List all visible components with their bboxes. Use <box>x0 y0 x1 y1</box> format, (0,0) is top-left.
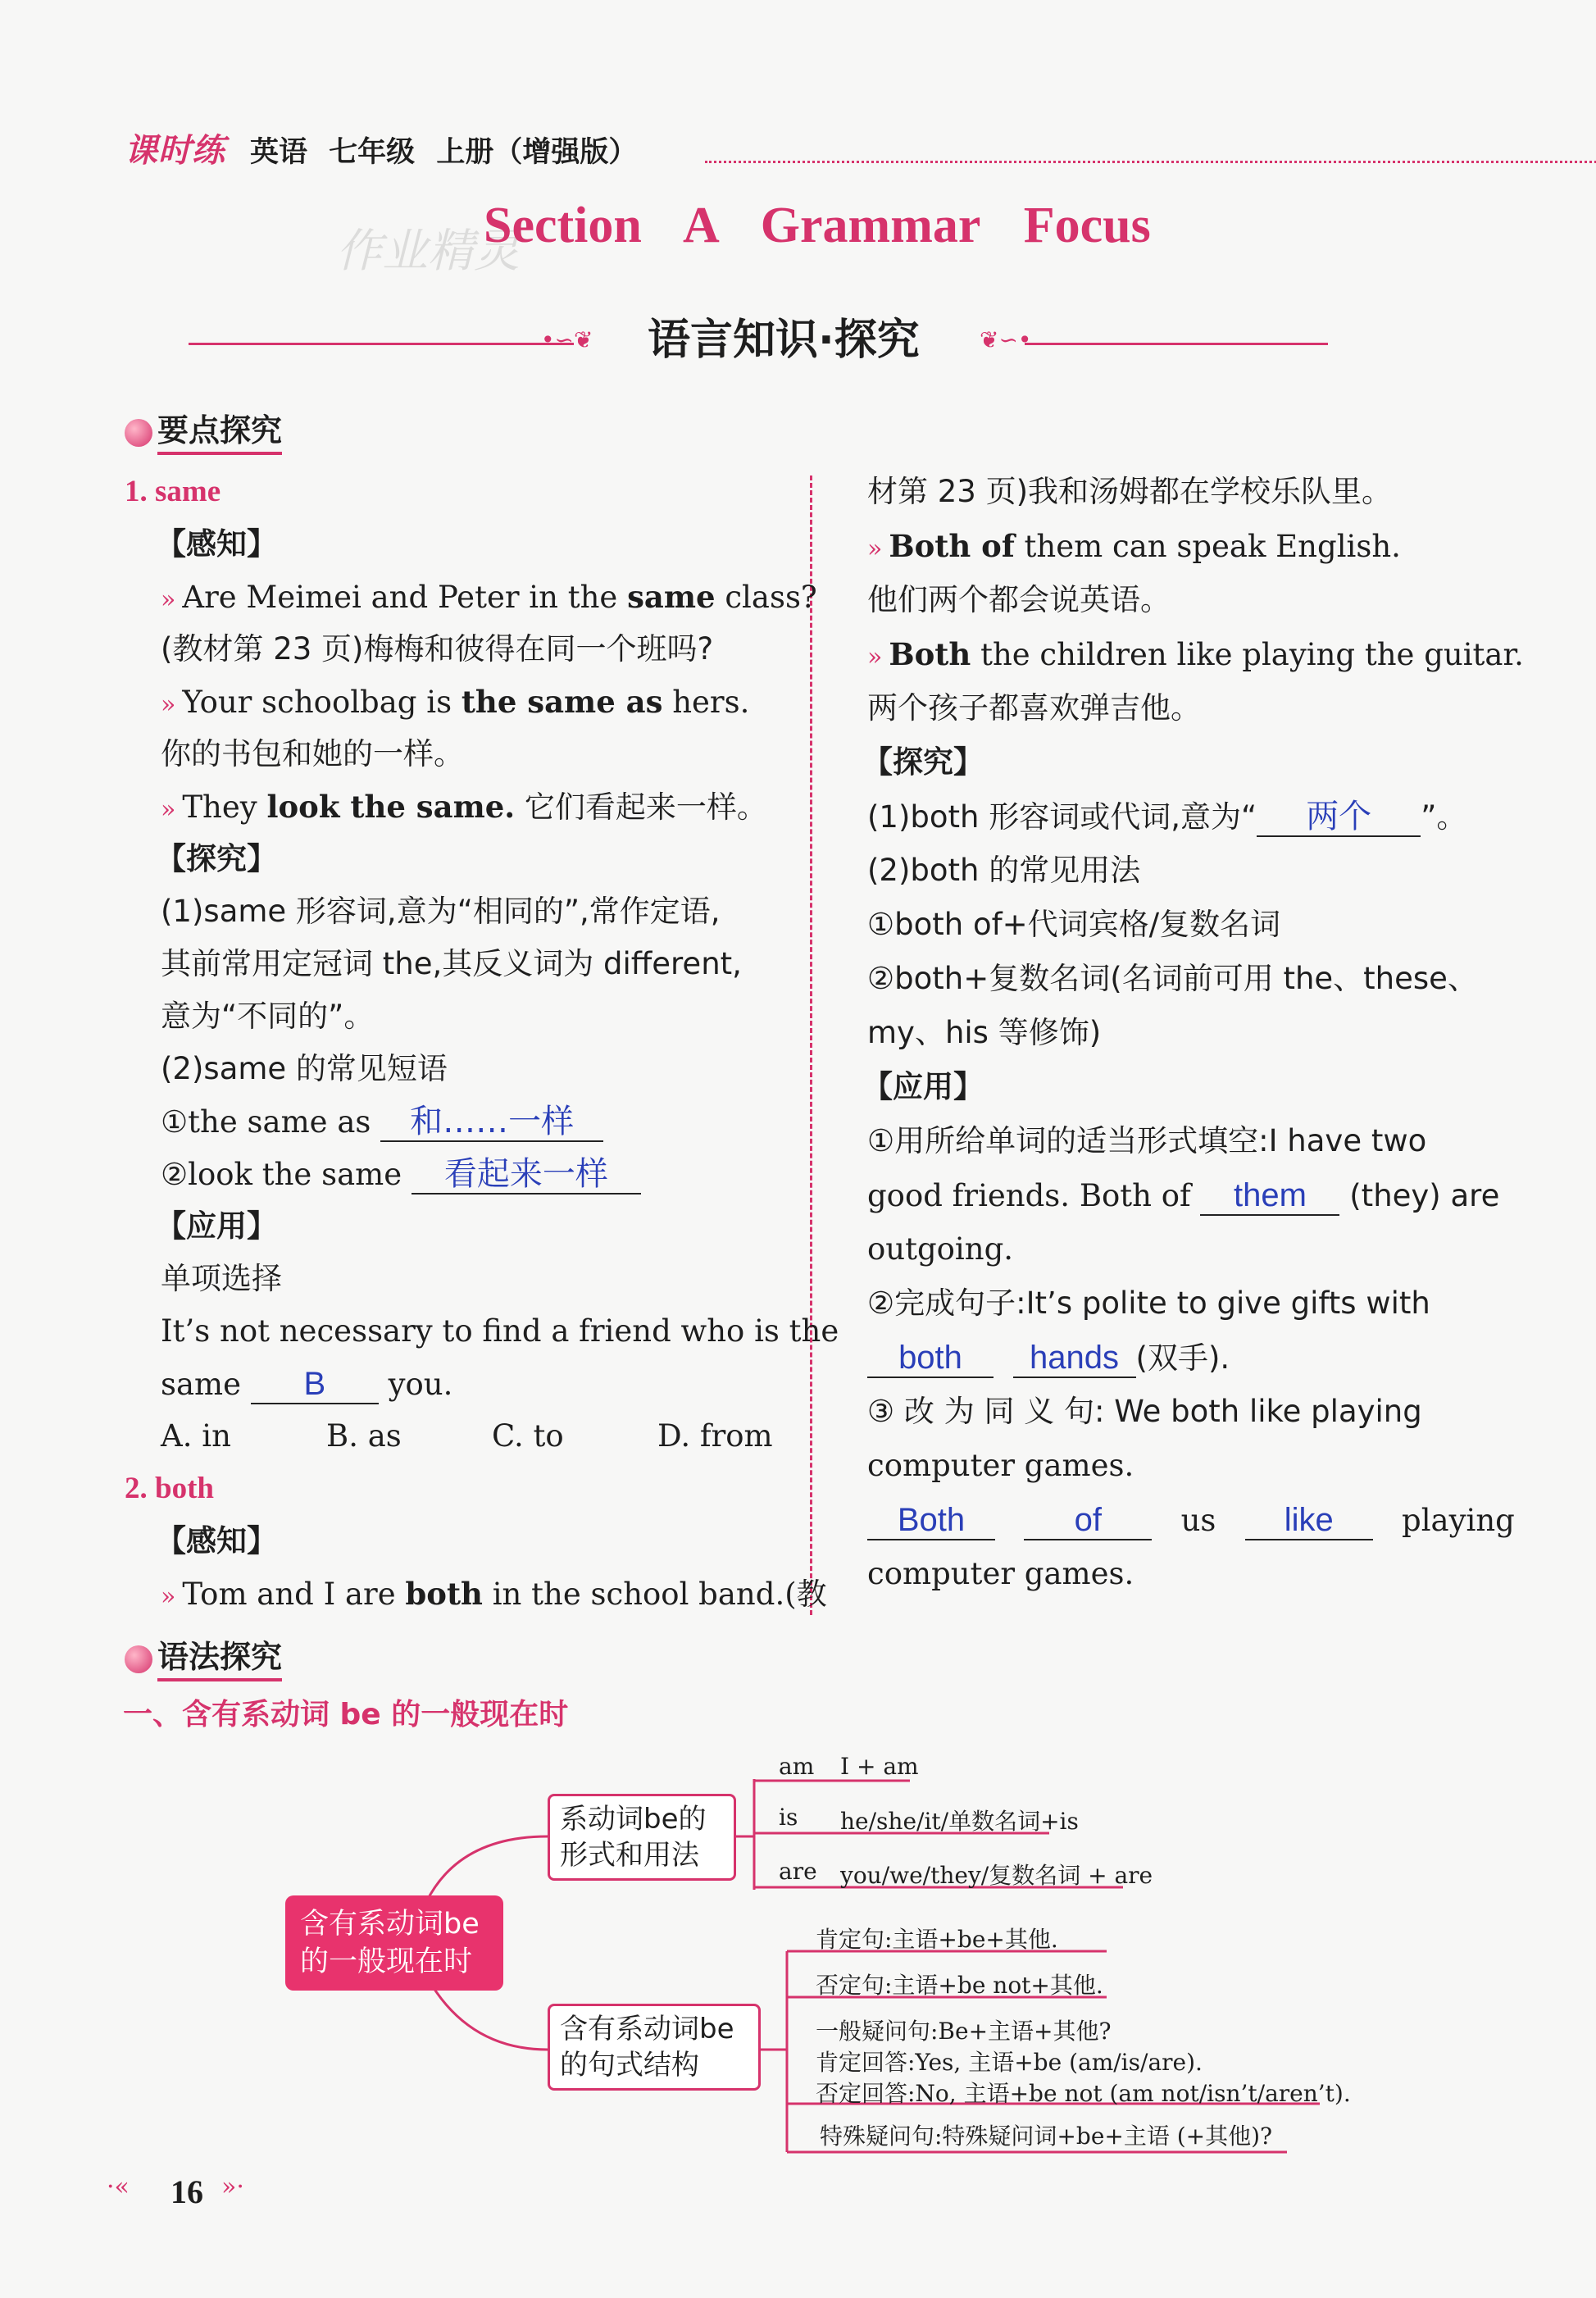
page-title: Section A Grammar Focus <box>484 198 1151 253</box>
explanation-text: (1)both 形容词或代词,意为“ 两个 ”。 <box>867 799 1466 837</box>
mindmap-center: 含有系动词be的一般现在时 <box>285 1895 503 1991</box>
option-a[interactable]: A. in <box>161 1418 231 1454</box>
mindmap-branch-forms: 系动词be的形式和用法 <box>548 1794 736 1881</box>
grammar-subtitle: 一、含有系动词 be 的一般现在时 <box>123 1698 569 1731</box>
answer-blank[interactable]: like <box>1245 1502 1373 1540</box>
example-sentence: » Tom and I are both in the school band.(教 <box>161 1576 827 1612</box>
banner-title: 语言知识·探究 <box>648 316 920 365</box>
question-text: It’s not necessary to find a friend who is the <box>161 1313 839 1349</box>
ornament-left-icon: •∽❦ <box>541 326 593 353</box>
form-am-label: am <box>779 1753 815 1780</box>
exercise-text: ①用所给单词的适当形式填空:I have two <box>867 1123 1427 1158</box>
explanation-text: (2)same 的常见短语 <box>161 1051 448 1086</box>
ganzhi-label: 【感知】 <box>156 1523 277 1559</box>
explanation-text: 意为“不同的”。 <box>161 999 375 1034</box>
question-text: same B you. <box>161 1366 452 1404</box>
example-sentence: » Both the children like playing the guitar. <box>867 636 1524 672</box>
explanation-text: (1)same 形容词,意为“相同的”,常作定语, <box>161 894 721 929</box>
structure-wh-question: 特殊疑问句:特殊疑问词+be+主语 (+其他)? <box>820 2123 1273 2150</box>
answer-blank[interactable]: Both <box>867 1502 995 1540</box>
yingyong-label: 【应用】 <box>156 1208 277 1244</box>
example-sentence: » Your schoolbag is the same as hers. <box>161 684 750 720</box>
exercise-text: computer games. <box>867 1448 1134 1483</box>
exercise-text: outgoing. <box>867 1231 1014 1267</box>
structure-question: 一般疑问句:Be+主语+其他? <box>816 2018 1112 2045</box>
form-are-text: you/we/they/复数名词 + are <box>840 1862 1153 1889</box>
example-translation: 你的书包和她的一样。 <box>161 736 464 771</box>
item2-title: 2. both <box>125 1472 214 1505</box>
answer-blank[interactable]: 和……一样 <box>380 1103 603 1142</box>
brand-logo: 课时练 <box>125 132 225 170</box>
mindmap-branch-structures: 含有系动词be的句式结构 <box>548 2004 761 2091</box>
example-sentence: » They look the same. 它们看起来一样。 <box>161 789 767 825</box>
structure-positive: 肯定句:主语+be+其他. <box>816 1926 1058 1953</box>
answer-blank[interactable]: 两个 <box>1257 799 1421 837</box>
answer-blank[interactable]: 看起来一样 <box>412 1156 641 1195</box>
ornament-right-icon: ❦∽• <box>980 326 1032 353</box>
phrase-item: ①the same as 和……一样 <box>161 1103 603 1142</box>
arrow-icon: » <box>161 1582 176 1611</box>
page-ornament-right-icon: »· <box>221 2173 244 2201</box>
example-translation: 他们两个都会说英语。 <box>867 582 1171 617</box>
option-c[interactable]: C. to <box>492 1418 564 1454</box>
arrow-icon: » <box>867 535 883 563</box>
exercise-text: Both of us like playing <box>867 1502 1515 1540</box>
exercise-text: ③ 改 为 同 义 句: We both like playing <box>867 1394 1422 1429</box>
section-label: 要点探究 <box>157 412 282 455</box>
connector-branch1 <box>426 1836 548 1902</box>
exercise-text: both hands (双手). <box>867 1340 1230 1378</box>
arrow-icon: » <box>161 690 176 719</box>
question-type: 单项选择 <box>161 1261 282 1296</box>
arrow-icon: » <box>161 795 176 824</box>
arrow-icon: » <box>867 643 883 671</box>
answer-blank[interactable]: of <box>1024 1502 1152 1540</box>
structure-no-answer: 否定回答:No, 主语+be not (am not/isn’t/aren’t). <box>816 2080 1351 2107</box>
explanation-text: 其前常用定冠词 the,其反义词为 different, <box>161 946 742 981</box>
book-info: 英语 七年级 上册（增强版） <box>250 136 638 169</box>
example-translation: (教材第 23 页)梅梅和彼得在同一个班吗? <box>161 631 714 667</box>
answer-blank[interactable]: hands <box>1013 1340 1136 1378</box>
form-are-label: are <box>779 1858 817 1885</box>
explanation-text: my、his 等修饰) <box>867 1015 1102 1050</box>
page-ornament-left-icon: ·« <box>107 2173 130 2201</box>
page-number: 16 <box>171 2173 203 2210</box>
option-b[interactable]: B. as <box>326 1418 402 1454</box>
phrase-item: ②look the same 看起来一样 <box>161 1156 641 1195</box>
exercise-text: good friends. Both of them (they) are <box>867 1177 1499 1216</box>
item1-title: 1. same <box>125 475 221 508</box>
explanation-text: ②both+复数名词(名词前可用 the、these、 <box>867 961 1478 996</box>
yingyong-label: 【应用】 <box>862 1069 984 1104</box>
section-label: 语法探究 <box>157 1639 282 1681</box>
structure-yes-answer: 肯定回答:Yes, 主语+be (am/is/are). <box>816 2049 1203 2076</box>
answer-blank[interactable]: B <box>251 1366 379 1404</box>
ganzhi-label: 【感知】 <box>156 526 277 562</box>
example-translation: 两个孩子都喜欢弹吉他。 <box>867 690 1201 726</box>
structure-negative: 否定句:主语+be not+其他. <box>816 1972 1103 1999</box>
exercise-text: ②完成句子:It’s polite to give gifts with <box>867 1286 1430 1321</box>
arrow-icon: » <box>161 585 176 614</box>
tanjiu-label: 【探究】 <box>156 841 277 876</box>
form-am-text: I + am <box>840 1753 919 1780</box>
tanjiu-label: 【探究】 <box>862 744 984 780</box>
watermark: 作业精灵 <box>336 225 520 278</box>
answer-blank[interactable]: them <box>1200 1177 1339 1216</box>
explanation-text: (2)both 的常见用法 <box>867 853 1141 888</box>
example-sentence: » Both of them can speak English. <box>867 528 1401 564</box>
answer-blank[interactable]: both <box>867 1340 994 1378</box>
form-is-text: he/she/it/单数名词+is <box>840 1808 1079 1835</box>
example-sentence: » Are Meimei and Peter in the same class? <box>161 579 817 615</box>
option-d[interactable]: D. from <box>657 1418 773 1454</box>
exercise-text: computer games. <box>867 1556 1134 1591</box>
explanation-text: ①both of+代词宾格/复数名词 <box>867 907 1281 942</box>
example-translation: 材第 23 页)我和汤姆都在学校乐队里。 <box>867 474 1393 509</box>
form-is-label: is <box>779 1804 798 1831</box>
